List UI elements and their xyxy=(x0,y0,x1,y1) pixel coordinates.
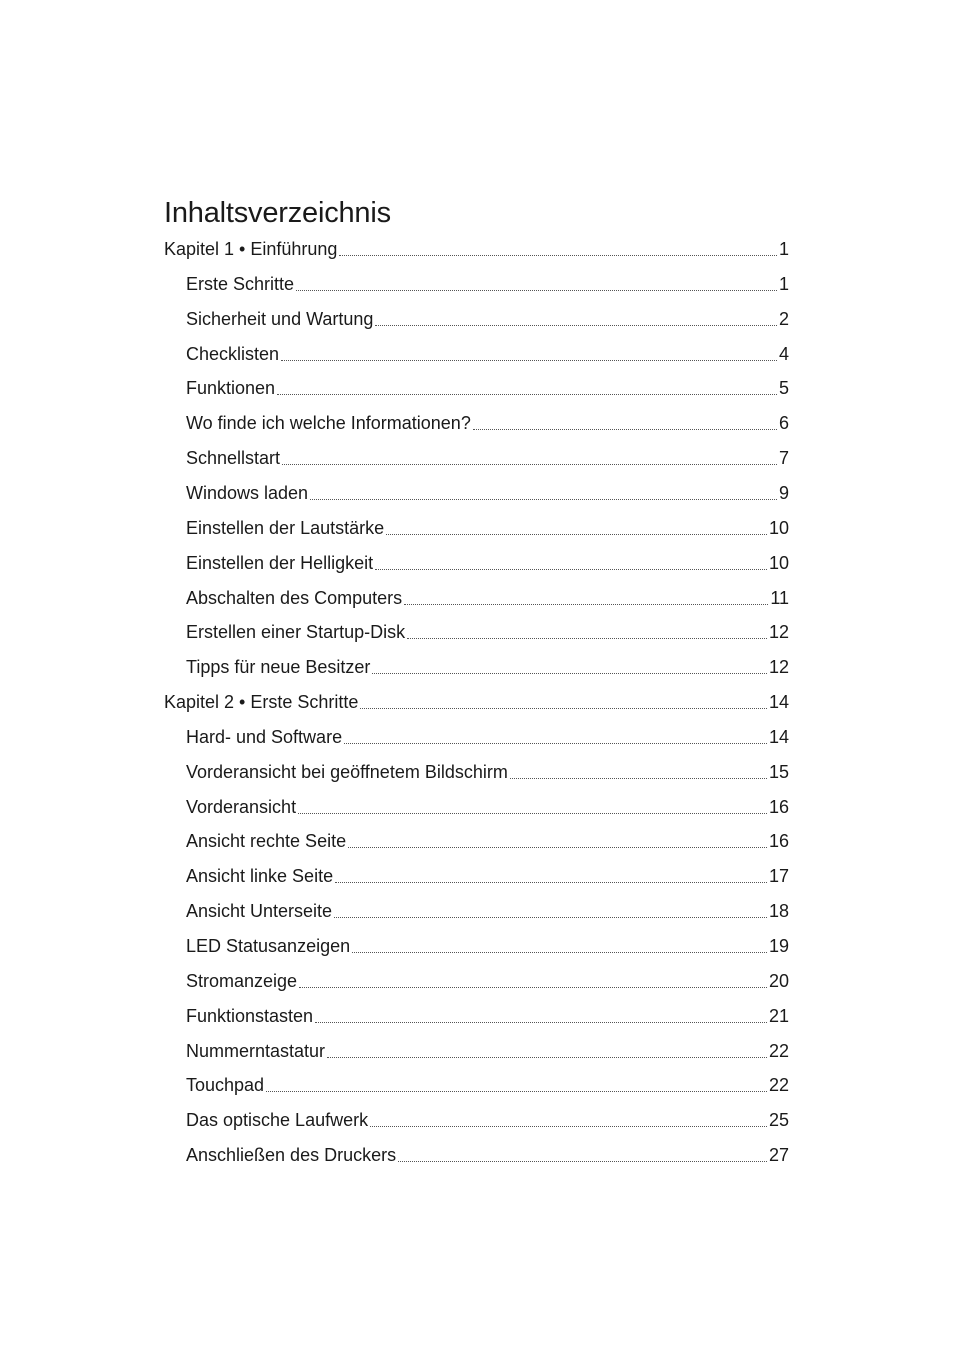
dot-leader xyxy=(386,533,767,535)
toc-entry-label: Stromanzeige xyxy=(186,970,298,991)
dot-leader xyxy=(282,463,777,465)
toc-chapter-entry[interactable] xyxy=(164,232,789,266)
dot-leader xyxy=(473,428,777,430)
dot-leader xyxy=(277,393,777,395)
toc-entry-page-number: 12 xyxy=(768,622,789,643)
toc-section-entry[interactable] xyxy=(186,999,789,1033)
toc-entry-label: Vorderansicht xyxy=(186,796,297,817)
toc-entry-label: Sicherheit und Wartung xyxy=(186,308,374,329)
toc-entry-label: Erste Schritte xyxy=(186,273,295,294)
dot-leader xyxy=(299,986,767,988)
toc-entry-page-number: 25 xyxy=(768,1110,789,1131)
toc-entry-label: Ansicht linke Seite xyxy=(186,866,334,887)
dot-leader xyxy=(334,916,767,918)
toc-entry-page-number: 10 xyxy=(768,517,789,538)
toc-section-entry[interactable] xyxy=(186,1138,789,1172)
toc-entry-page-number: 1 xyxy=(778,273,789,294)
toc-section-entry[interactable] xyxy=(186,929,789,963)
toc-entry-page-number: 10 xyxy=(768,552,789,573)
dot-leader xyxy=(372,672,767,674)
toc-entry-label: Ansicht rechte Seite xyxy=(186,831,347,852)
toc-entry-label: Nummerntastatur xyxy=(186,1040,326,1061)
dot-leader xyxy=(296,289,777,291)
toc-entry-page-number: 6 xyxy=(778,413,789,434)
dot-leader xyxy=(348,846,767,848)
toc-entry-page-number: 19 xyxy=(768,936,789,956)
toc-section-entry[interactable] xyxy=(186,720,789,754)
toc-entry-page-number: 18 xyxy=(768,901,789,922)
toc-section-entry[interactable] xyxy=(186,511,789,545)
toc-section-entry[interactable] xyxy=(186,755,789,789)
dot-leader xyxy=(404,603,768,605)
toc-entry-label: Abschalten des Computers xyxy=(186,587,403,608)
toc-entry-page-number: 9 xyxy=(778,482,789,503)
toc-chapter-entry[interactable] xyxy=(164,685,789,719)
dot-leader xyxy=(327,1056,767,1058)
dot-leader xyxy=(310,498,777,500)
toc-entry-page-number: 2 xyxy=(778,308,789,329)
toc-section-entry[interactable] xyxy=(186,894,789,928)
toc-section-entry[interactable] xyxy=(186,1103,789,1137)
toc-section-entry[interactable] xyxy=(186,824,789,858)
dot-leader xyxy=(510,777,767,779)
toc-entry-page-number: 5 xyxy=(778,378,789,399)
toc-entry-label: Einstellen der Lautstärke xyxy=(186,517,385,538)
toc-section-entry[interactable] xyxy=(186,441,789,475)
dot-leader xyxy=(281,359,777,361)
toc-section-entry[interactable] xyxy=(186,859,789,893)
dot-leader xyxy=(266,1090,767,1092)
toc-entry-label: Wo finde ich welche Informationen? xyxy=(186,413,471,434)
toc-entry-page-number: 17 xyxy=(768,866,789,887)
toc-entry-page-number: 16 xyxy=(768,796,789,817)
dot-leader xyxy=(339,254,777,256)
toc-section-entry[interactable] xyxy=(186,790,789,824)
toc-section-entry[interactable] xyxy=(186,1068,789,1102)
toc-entry-label: Kapitel 2 • Erste Schritte xyxy=(164,692,359,713)
toc-section-entry[interactable] xyxy=(186,650,789,684)
toc-section-entry[interactable] xyxy=(186,267,789,301)
toc-section-entry[interactable] xyxy=(186,302,789,336)
toc-entry-page-number: 15 xyxy=(768,761,789,782)
dot-leader xyxy=(407,637,767,639)
toc-entry-page-number: 4 xyxy=(778,343,789,364)
toc-entry-label: Schnellstart xyxy=(186,448,281,469)
dot-leader xyxy=(315,1021,767,1023)
toc-entry-page-number: 12 xyxy=(768,657,789,678)
toc-entry-label: Funktionen xyxy=(186,378,276,399)
dot-leader xyxy=(375,324,777,326)
toc-entry-label: Erstellen einer Startup-Disk xyxy=(186,622,406,643)
toc-entry-page-number: 1 xyxy=(778,239,789,259)
toc-section-entry[interactable] xyxy=(186,406,789,440)
dot-leader xyxy=(398,1160,767,1162)
toc-entry-page-number: 20 xyxy=(768,970,789,991)
toc-entry-label: Einstellen der Helligkeit xyxy=(186,552,374,573)
toc-entry-label: LED Statusanzeigen xyxy=(186,936,351,956)
toc-entry-label: Hard- und Software xyxy=(186,726,343,747)
page-title: Inhaltsverzeichnis xyxy=(164,197,391,229)
toc-section-entry[interactable] xyxy=(186,1034,789,1068)
toc-entry-page-number: 14 xyxy=(768,726,789,747)
toc-entry-page-number: 21 xyxy=(768,1005,789,1026)
toc-entry-label: Ansicht Unterseite xyxy=(186,901,333,922)
toc-entry-page-number: 11 xyxy=(770,587,789,608)
toc-entry-page-number: 16 xyxy=(768,831,789,852)
toc-section-entry[interactable] xyxy=(186,476,789,510)
toc-section-entry[interactable] xyxy=(186,581,789,615)
toc-entry-label: Touchpad xyxy=(186,1075,265,1096)
toc-entry-label: Anschließen des Druckers xyxy=(186,1145,397,1166)
toc-section-entry[interactable] xyxy=(186,371,789,405)
dot-leader xyxy=(375,568,767,570)
toc-section-entry[interactable] xyxy=(186,615,789,649)
dot-leader xyxy=(360,707,767,709)
toc-entry-label: Das optische Laufwerk xyxy=(186,1110,369,1131)
toc-entry-label: Tipps für neue Besitzer xyxy=(186,657,371,678)
toc-entry-page-number: 27 xyxy=(768,1145,789,1166)
toc-section-entry[interactable] xyxy=(186,337,789,371)
dot-leader xyxy=(352,951,767,953)
toc-entry-page-number: 22 xyxy=(768,1040,789,1061)
toc-entry-label: Checklisten xyxy=(186,343,280,364)
dot-leader xyxy=(370,1125,767,1127)
toc-entry-page-number: 14 xyxy=(768,692,789,713)
dot-leader xyxy=(344,742,767,744)
toc-entry-label: Vorderansicht bei geöffnetem Bildschirm xyxy=(186,761,508,782)
toc-entry-label: Windows laden xyxy=(186,482,309,503)
toc-entry-label: Funktionstasten xyxy=(186,1005,314,1026)
dot-leader xyxy=(335,881,767,883)
dot-leader xyxy=(298,812,767,814)
toc-entry-page-number: 7 xyxy=(778,448,789,469)
toc-section-entry[interactable] xyxy=(186,964,789,998)
toc-entry-label: Kapitel 1 • Einführung xyxy=(164,239,338,259)
toc-section-entry[interactable] xyxy=(186,546,789,580)
toc-entry-page-number: 22 xyxy=(768,1075,789,1096)
